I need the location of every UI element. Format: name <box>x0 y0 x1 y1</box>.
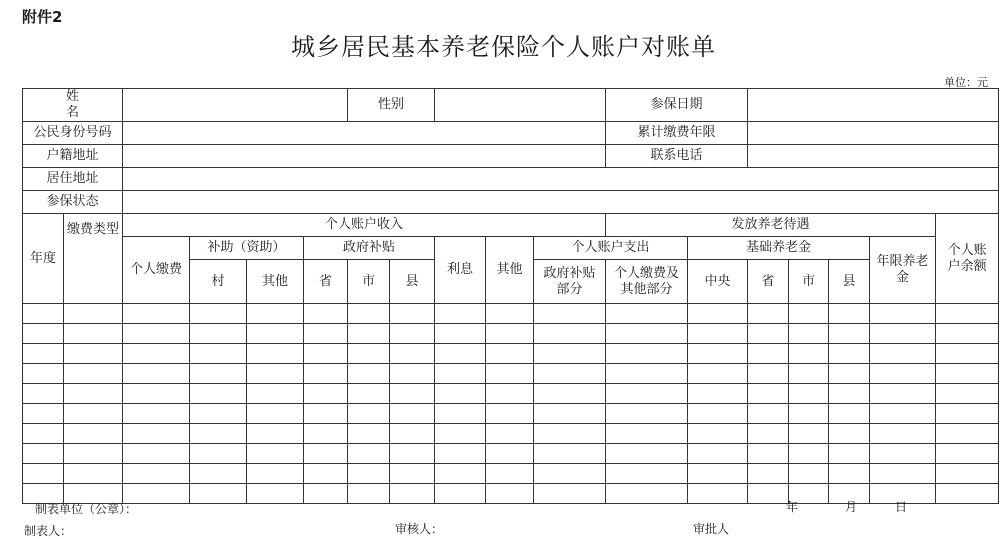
table-cell[interactable] <box>936 384 999 404</box>
table-cell[interactable] <box>748 344 789 364</box>
table-cell[interactable] <box>64 344 123 364</box>
col-gov-part: 政府补贴部分 <box>534 260 606 304</box>
table-cell[interactable] <box>748 304 789 324</box>
table-cell[interactable] <box>190 324 247 344</box>
col-other-income: 其他 <box>486 237 534 304</box>
table-cell[interactable] <box>64 384 123 404</box>
table-cell[interactable] <box>936 404 999 424</box>
table-cell[interactable] <box>829 344 870 364</box>
table-cell[interactable] <box>348 304 390 324</box>
status-label: 参保状态 <box>23 191 123 214</box>
table-row <box>23 304 999 324</box>
col-city: 市 <box>348 260 390 304</box>
col-b-city: 市 <box>789 260 829 304</box>
table-cell[interactable] <box>606 304 688 324</box>
table-cell[interactable] <box>534 304 606 324</box>
table-cell[interactable] <box>936 464 999 484</box>
table-body <box>23 304 999 504</box>
table-row <box>23 444 999 464</box>
header-row-2 <box>23 237 999 260</box>
table-cell[interactable] <box>534 444 606 464</box>
table-cell[interactable] <box>64 424 123 444</box>
table-cell[interactable] <box>190 384 247 404</box>
table-cell[interactable] <box>534 464 606 484</box>
table-cell[interactable] <box>304 404 348 424</box>
table-cell[interactable] <box>190 424 247 444</box>
table-cell[interactable] <box>190 464 247 484</box>
income-group-header: 个人账户收入 <box>123 214 606 237</box>
table-cell[interactable] <box>304 304 348 324</box>
unit-label: 单位：元 <box>944 76 988 89</box>
table-cell[interactable] <box>486 484 534 504</box>
table-cell[interactable] <box>534 344 606 364</box>
table-cell[interactable] <box>606 444 688 464</box>
table-cell[interactable] <box>23 384 64 404</box>
enroll-date-label: 参保日期 <box>606 89 748 122</box>
table-cell[interactable] <box>748 324 789 344</box>
table-cell[interactable] <box>123 344 190 364</box>
table-cell[interactable] <box>486 424 534 444</box>
table-cell[interactable] <box>304 484 348 504</box>
info-row-1 <box>23 89 999 122</box>
table-cell[interactable] <box>748 364 789 384</box>
table-cell[interactable] <box>123 364 190 384</box>
table-cell[interactable] <box>486 304 534 324</box>
footer-day: 日 <box>895 500 908 514</box>
table-cell[interactable] <box>486 444 534 464</box>
table-cell[interactable] <box>606 404 688 424</box>
table-cell[interactable] <box>23 344 64 364</box>
table-row <box>23 364 999 384</box>
table-cell[interactable] <box>348 344 390 364</box>
statement-table <box>22 88 999 504</box>
table-cell[interactable] <box>247 464 304 484</box>
table-cell[interactable] <box>190 404 247 424</box>
table-cell[interactable] <box>123 464 190 484</box>
table-cell[interactable] <box>688 364 748 384</box>
col-village: 村 <box>190 260 247 304</box>
table-cell[interactable] <box>534 364 606 384</box>
footer-reviewer: 审核人： <box>395 522 444 536</box>
table-cell[interactable] <box>870 384 936 404</box>
residence-value[interactable] <box>123 168 999 191</box>
info-row-2 <box>23 122 999 145</box>
table-cell[interactable] <box>123 444 190 464</box>
table-cell[interactable] <box>23 424 64 444</box>
table-cell[interactable] <box>534 404 606 424</box>
table-cell[interactable] <box>789 444 829 464</box>
page-title: 城乡居民基本养老保险个人账户对账单 <box>291 33 716 61</box>
table-cell[interactable] <box>123 324 190 344</box>
table-cell[interactable] <box>870 364 936 384</box>
table-cell[interactable] <box>64 304 123 324</box>
table-cell[interactable] <box>789 304 829 324</box>
table-cell[interactable] <box>534 484 606 504</box>
col-year: 年度 <box>23 214 64 304</box>
table-cell[interactable] <box>534 384 606 404</box>
table-cell[interactable] <box>23 444 64 464</box>
table-row <box>23 384 999 404</box>
table-cell[interactable] <box>64 464 123 484</box>
table-cell[interactable] <box>390 484 435 504</box>
table-cell[interactable] <box>748 384 789 404</box>
id-value[interactable] <box>123 122 606 145</box>
header-row-1 <box>23 214 999 237</box>
table-cell[interactable] <box>870 324 936 344</box>
table-cell[interactable] <box>247 384 304 404</box>
table-cell[interactable] <box>688 304 748 324</box>
status-value[interactable] <box>123 191 999 214</box>
table-cell[interactable] <box>23 364 64 384</box>
id-label: 公民身份号码 <box>23 122 123 145</box>
table-cell[interactable] <box>247 484 304 504</box>
table-cell[interactable] <box>870 304 936 324</box>
table-cell[interactable] <box>936 324 999 344</box>
table-cell[interactable] <box>606 344 688 364</box>
table-cell[interactable] <box>688 484 748 504</box>
footer-month: 月 <box>845 500 858 514</box>
table-cell[interactable] <box>23 304 64 324</box>
table-cell[interactable] <box>936 424 999 444</box>
table-cell[interactable] <box>486 464 534 484</box>
table-cell[interactable] <box>435 384 486 404</box>
basic-group-header: 基础养老金 <box>688 237 870 260</box>
table-cell[interactable] <box>748 424 789 444</box>
table-cell[interactable] <box>435 404 486 424</box>
table-cell[interactable] <box>688 444 748 464</box>
footer-maker: 制表人： <box>24 524 73 538</box>
table-cell[interactable] <box>435 444 486 464</box>
table-cell[interactable] <box>23 404 64 424</box>
table-cell[interactable] <box>748 404 789 424</box>
table-cell[interactable] <box>348 484 390 504</box>
table-cell[interactable] <box>304 364 348 384</box>
table-cell[interactable] <box>829 404 870 424</box>
table-cell[interactable] <box>247 364 304 384</box>
table-cell[interactable] <box>606 464 688 484</box>
col-interest: 利息 <box>435 237 486 304</box>
info-row-4 <box>23 168 999 191</box>
benefit-group-header: 发放养老待遇 <box>606 214 936 237</box>
table-cell[interactable] <box>486 364 534 384</box>
col-personal-pay: 个人缴费 <box>123 237 190 304</box>
hukou-label: 户籍地址 <box>23 145 123 168</box>
gender-label: 性别 <box>348 89 435 122</box>
table-cell[interactable] <box>606 364 688 384</box>
table-cell[interactable] <box>829 384 870 404</box>
table-cell[interactable] <box>390 364 435 384</box>
table-cell[interactable] <box>348 324 390 344</box>
table-cell[interactable] <box>64 364 123 384</box>
table-cell[interactable] <box>688 344 748 364</box>
table-cell[interactable] <box>348 364 390 384</box>
table-cell[interactable] <box>486 344 534 364</box>
table-cell[interactable] <box>789 344 829 364</box>
table-cell[interactable] <box>390 304 435 324</box>
table-cell[interactable] <box>348 384 390 404</box>
table-cell[interactable] <box>486 324 534 344</box>
table-cell[interactable] <box>435 484 486 504</box>
table-row <box>23 344 999 364</box>
table-cell[interactable] <box>390 384 435 404</box>
table-cell[interactable] <box>829 444 870 464</box>
table-cell[interactable] <box>606 324 688 344</box>
footer-approver: 审批人 <box>693 522 730 536</box>
table-cell[interactable] <box>304 324 348 344</box>
table-cell[interactable] <box>534 424 606 444</box>
col-personal-part: 个人缴费及其他部分 <box>606 260 688 304</box>
table-cell[interactable] <box>247 324 304 344</box>
col-term-pension: 年限养老金 <box>870 237 936 304</box>
table-cell[interactable] <box>606 384 688 404</box>
table-cell[interactable] <box>247 304 304 324</box>
table-cell[interactable] <box>936 484 999 504</box>
table-cell[interactable] <box>606 424 688 444</box>
table-cell[interactable] <box>348 464 390 484</box>
residence-label: 居住地址 <box>23 168 123 191</box>
table-cell[interactable] <box>870 444 936 464</box>
years-label: 累计缴费年限 <box>606 122 748 145</box>
table-cell[interactable] <box>789 424 829 444</box>
years-value[interactable] <box>748 122 999 145</box>
attachment-label: 附件2 <box>22 8 63 26</box>
info-row-5 <box>23 191 999 214</box>
table-cell[interactable] <box>247 424 304 444</box>
table-cell[interactable] <box>390 444 435 464</box>
table-cell[interactable] <box>829 364 870 384</box>
phone-label: 联系电话 <box>606 145 748 168</box>
table-cell[interactable] <box>123 404 190 424</box>
table-cell[interactable] <box>688 384 748 404</box>
table-cell[interactable] <box>435 424 486 444</box>
table-cell[interactable] <box>435 464 486 484</box>
col-balance: 个人账户余额 <box>936 214 999 304</box>
table-cell[interactable] <box>936 304 999 324</box>
table-cell[interactable] <box>304 464 348 484</box>
table-cell[interactable] <box>748 444 789 464</box>
col-b-province: 省 <box>748 260 789 304</box>
table-cell[interactable] <box>23 324 64 344</box>
phone-value[interactable] <box>748 145 999 168</box>
col-other-subsidy: 其他 <box>247 260 304 304</box>
table-cell[interactable] <box>829 304 870 324</box>
table-cell[interactable] <box>190 364 247 384</box>
name-label: 姓 名 <box>23 89 123 122</box>
table-cell[interactable] <box>688 324 748 344</box>
table-cell[interactable] <box>390 324 435 344</box>
col-b-county: 县 <box>829 260 870 304</box>
table-cell[interactable] <box>936 364 999 384</box>
table-cell[interactable] <box>304 344 348 364</box>
name-value[interactable] <box>123 89 348 122</box>
table-cell[interactable] <box>789 364 829 384</box>
table-cell[interactable] <box>936 344 999 364</box>
table-cell[interactable] <box>789 404 829 424</box>
gov-group-header: 政府补贴 <box>304 237 435 260</box>
table-cell[interactable] <box>486 404 534 424</box>
table-cell[interactable] <box>870 424 936 444</box>
table-cell[interactable] <box>390 344 435 364</box>
table-cell[interactable] <box>304 444 348 464</box>
table-cell[interactable] <box>829 324 870 344</box>
table-cell[interactable] <box>190 344 247 364</box>
table-cell[interactable] <box>688 404 748 424</box>
table-cell[interactable] <box>123 384 190 404</box>
table-cell[interactable] <box>190 484 247 504</box>
table-cell[interactable] <box>123 304 190 324</box>
table-row <box>23 404 999 424</box>
table-row <box>23 464 999 484</box>
table-cell[interactable] <box>870 344 936 364</box>
table-cell[interactable] <box>748 464 789 484</box>
table-cell[interactable] <box>435 344 486 364</box>
table-cell[interactable] <box>304 384 348 404</box>
table-cell[interactable] <box>190 304 247 324</box>
table-cell[interactable] <box>829 424 870 444</box>
hukou-value[interactable] <box>123 145 606 168</box>
expense-group-header: 个人账户支出 <box>534 237 688 260</box>
enroll-date-value[interactable] <box>748 89 999 122</box>
gender-value[interactable] <box>435 89 606 122</box>
table-cell[interactable] <box>829 464 870 484</box>
table-cell[interactable] <box>789 324 829 344</box>
table-cell[interactable] <box>123 424 190 444</box>
table-cell[interactable] <box>390 424 435 444</box>
table-cell[interactable] <box>870 404 936 424</box>
col-province: 省 <box>304 260 348 304</box>
table-cell[interactable] <box>247 404 304 424</box>
table-cell[interactable] <box>534 324 606 344</box>
table-cell[interactable] <box>247 444 304 464</box>
footer-year: 年 <box>786 500 799 514</box>
table-cell[interactable] <box>688 464 748 484</box>
table-cell[interactable] <box>789 384 829 404</box>
table-cell[interactable] <box>936 444 999 464</box>
table-cell[interactable] <box>688 424 748 444</box>
table-cell[interactable] <box>247 344 304 364</box>
table-cell[interactable] <box>435 304 486 324</box>
col-county: 县 <box>390 260 435 304</box>
table-cell[interactable] <box>23 464 64 484</box>
table-row <box>23 324 999 344</box>
table-cell[interactable] <box>190 444 247 464</box>
table-cell[interactable] <box>789 464 829 484</box>
table-cell[interactable] <box>348 424 390 444</box>
table-cell[interactable] <box>390 404 435 424</box>
table-row <box>23 424 999 444</box>
table-cell[interactable] <box>304 424 348 444</box>
footer-unit-seal: 制表单位（公章）： <box>35 502 138 516</box>
col-pay-type: 缴费类型 <box>64 214 123 304</box>
table-cell[interactable] <box>870 464 936 484</box>
table-cell[interactable] <box>435 324 486 344</box>
col-central: 中央 <box>688 260 748 304</box>
table-cell[interactable] <box>64 404 123 424</box>
table-cell[interactable] <box>606 484 688 504</box>
subsidy-group-header: 补助（资助） <box>190 237 304 260</box>
info-row-3 <box>23 145 999 168</box>
table-cell[interactable] <box>64 444 123 464</box>
table-cell[interactable] <box>486 384 534 404</box>
table-cell[interactable] <box>748 484 789 504</box>
table-cell[interactable] <box>348 444 390 464</box>
table-cell[interactable] <box>348 404 390 424</box>
table-cell[interactable] <box>390 464 435 484</box>
table-cell[interactable] <box>435 364 486 384</box>
table-cell[interactable] <box>64 324 123 344</box>
